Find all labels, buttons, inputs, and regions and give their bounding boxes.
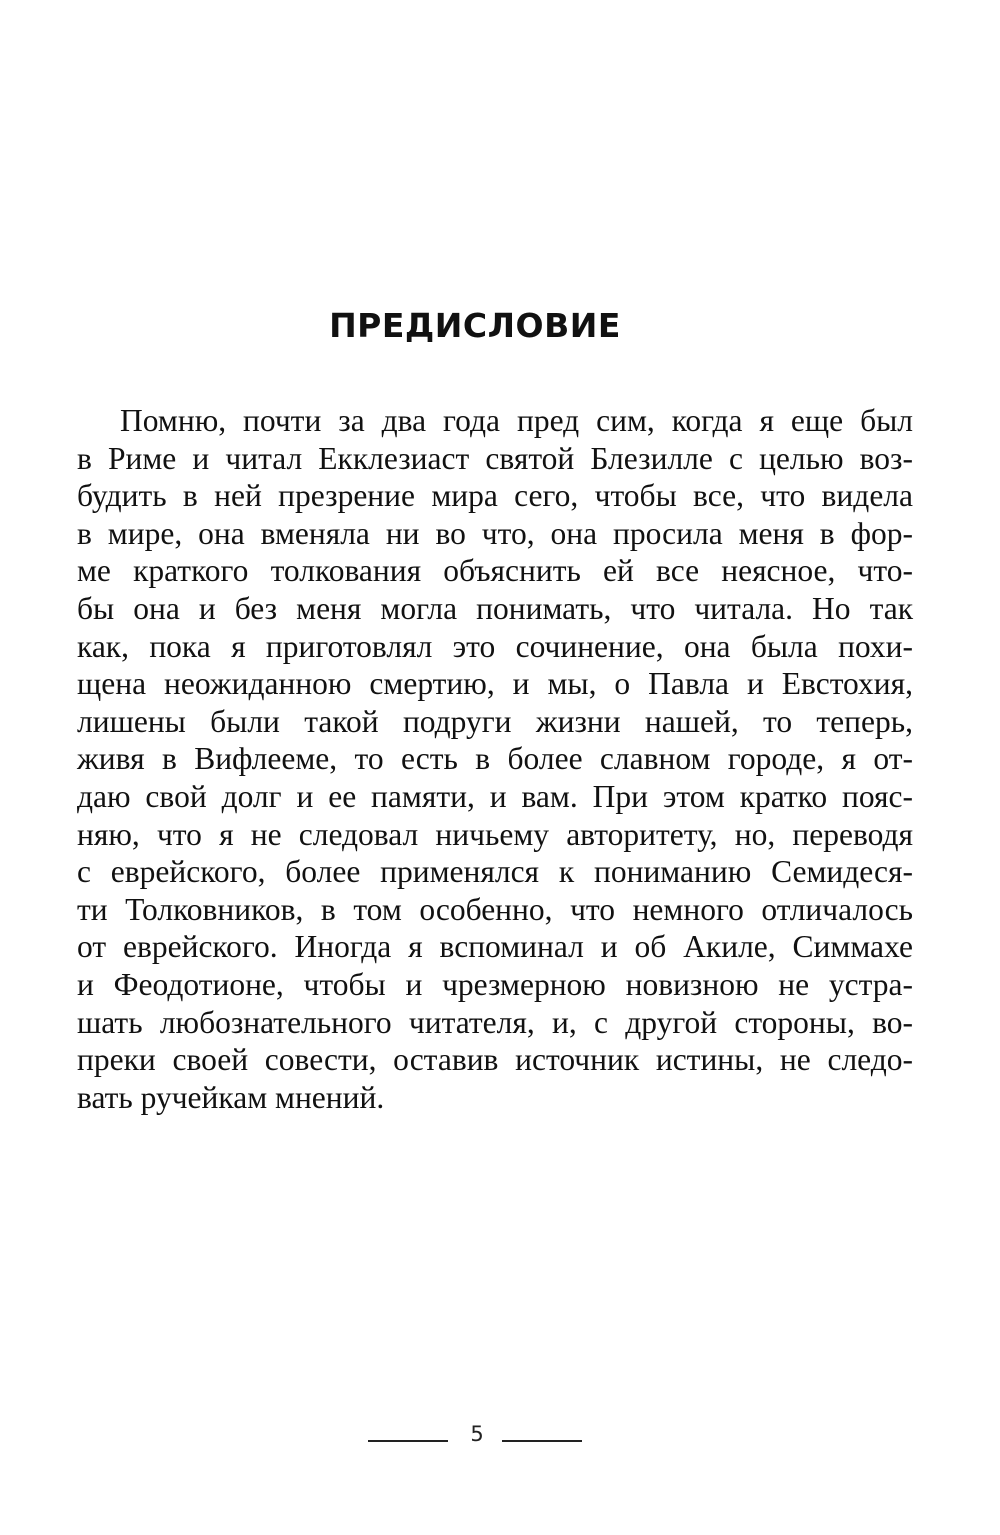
paragraph-line: лишены были такой подруги жизни нашей, то теперь,: [77, 703, 913, 739]
paragraph-line: от еврейского. Иногда я вспоминал и об Акиле, Симмахе: [77, 929, 913, 965]
paragraph-line: даю свой долг и ее памяти, и вам. При этом кратко пояс-: [77, 778, 913, 814]
paragraph-line: бы она и без меня могла понимать, что читала. Но так: [77, 590, 913, 626]
paragraph-line: преки своей совести, оставив источник истины, не следо-: [77, 1042, 913, 1078]
paragraph-line: живя в Вифлееме, то есть в более славном городе, я от-: [77, 741, 913, 777]
paragraph-line: с еврейского, более применялся к пониманию Семидеся-: [77, 854, 913, 890]
paragraph-line: как, пока я приготовлял это сочинение, она была похи-: [77, 628, 913, 664]
page-title: ПРЕДИСЛОВИЕ: [329, 306, 621, 345]
body-paragraph: [77, 402, 913, 1116]
paragraph-line: шать любознательного читателя, и, с другой стороны, во-: [77, 1004, 913, 1040]
paragraph-line: в Риме и читал Екклезиаст святой Блезилле с целью воз-: [77, 440, 913, 476]
paragraph-line: вать ручейкам мнений.: [77, 1079, 385, 1115]
footer-rule-left: [368, 1440, 448, 1442]
paragraph-line: Помню, почти за два года пред сим, когда я еще был: [120, 403, 913, 438]
paragraph-line: в мире, она вменяла ни во что, она просила меня в фор-: [77, 515, 913, 551]
page-number: 5: [470, 1422, 484, 1446]
paragraph-line: ти Толковников, в том особенно, что немного отличалось: [77, 891, 913, 927]
paragraph-line: няю, что я не следовал ничьему авторитету, но, переводя: [77, 816, 913, 852]
paragraph-line: ме краткого толкования объяснить ей все неясное, что-: [77, 553, 913, 589]
paragraph-line: будить в ней презрение мира сего, чтобы все, что видела: [77, 478, 913, 514]
paragraph-line: и Феодотионе, чтобы и чрезмерною новизною не устра-: [77, 966, 913, 1002]
page-footer: [0, 1416, 1000, 1456]
paragraph-line: щена неожиданною смертию, и мы, о Павла и Евстохия,: [77, 666, 913, 702]
footer-rule-right: [502, 1440, 582, 1442]
